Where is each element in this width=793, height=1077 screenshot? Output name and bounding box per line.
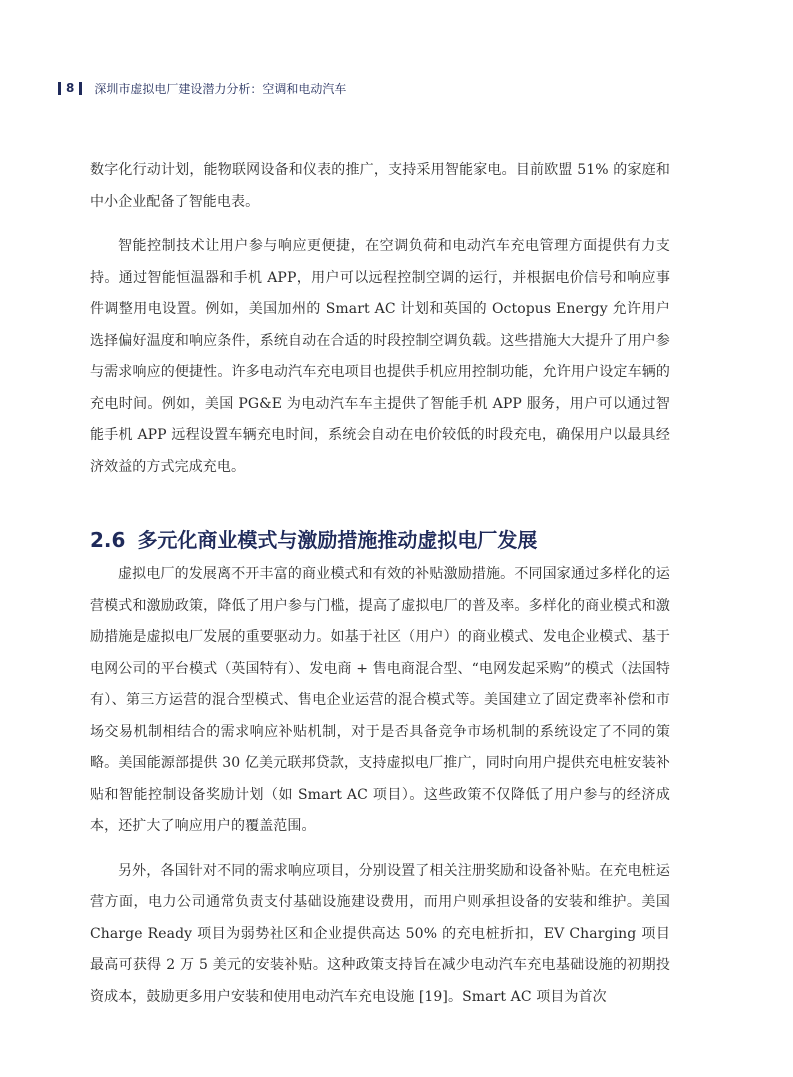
body-paragraph: 另外，各国针对不同的需求响应项目，分别设置了相关注册奖励和设备补贴。在充电桩运营方面，电力公司通常负责支付基础设施建设费用，而用户则承担设备的安装和维护。美国 Charge Ready 项目为弱势社区和企业提供高达 50% 的充电桩折扣，EV Charging 项目最高可获得 2 万 5 美元的安装补贴。这种政策支持旨在减少电动汽车充电基础设施的初期投资成本，鼓励更多用户安装和使用电动汽车充电设施 [19]。Smart AC 项目为首次 <box>90 862 670 1005</box>
section-number: 2.6 <box>90 528 126 552</box>
page-body <box>90 155 670 1013</box>
header-title: 深圳市虚拟电厂建设潜力分析：空调和电动汽车 <box>94 81 347 96</box>
body-paragraph: 数字化行动计划，能物联网设备和仪表的推广，支持采用智能家电。目前欧盟 51% 的家庭和中小企业配备了智能电表。 <box>90 162 670 210</box>
header-bar-right <box>79 82 82 95</box>
body-paragraph: 虚拟电厂的发展离不开丰富的商业模式和有效的补贴激励措施。不同国家通过多样化的运营模式和激励政策，降低了用户参与门槛，提高了虚拟电厂的普及率。多样化的商业模式和激励措施是虚拟电厂发展的重要驱动力。如基于社区（用户）的商业模式、发电企业模式、基于电网公司的平台模式（英国特有）、发电商 + 售电商混合型、“电网发起采购”的模式（法国特有）、第三方运营的混合型模式、售电企业运营的混合模式等。美国建立了固定费率补偿和市场交易机制相结合的需求响应补贴机制，对于是否具备竞争市场机制的系统设定了不同的策略。美国能源部提供 30 亿美元联邦贷款，支持虚拟电厂推广，同时向用户提供充电桩安装补贴和智能控制设备奖励计划（如 Smart AC 项目）。这些政策不仅降低了用户参与的经济成本，还扩大了响应用户的覆盖范围。 <box>90 566 670 834</box>
section-heading <box>90 525 670 555</box>
section-title: 多元化商业模式与激励措施推动虚拟电厂发展 <box>137 528 538 552</box>
page-number: 8 <box>66 81 75 95</box>
body-paragraph: 智能控制技术让用户参与响应更便捷，在空调负荷和电动汽车充电管理方面提供有力支持。通过智能恒温器和手机 APP，用户可以远程控制空调的运行，并根据电价信号和响应事件调整用电设置。例如，美国加州的 Smart AC 计划和英国的 Octopus Energy 允许用户选择偏好温度和响应条件，系统自动在合适的时段控制空调负载。这些措施大大提升了用户参与需求响应的便捷性。许多电动汽车充电项目也提供手机应用控制功能，允许用户设定车辆的充电时间。例如，美国 PG&E 为电动汽车车主提供了智能手机 APP 服务，用户可以通过智能手机 APP 远程设置车辆充电时间，系统会自动在电价较低的时段充电，确保用户以最具经济效益的方式完成充电。 <box>90 238 670 475</box>
running-header <box>58 78 346 98</box>
header-bar-left <box>58 82 61 95</box>
